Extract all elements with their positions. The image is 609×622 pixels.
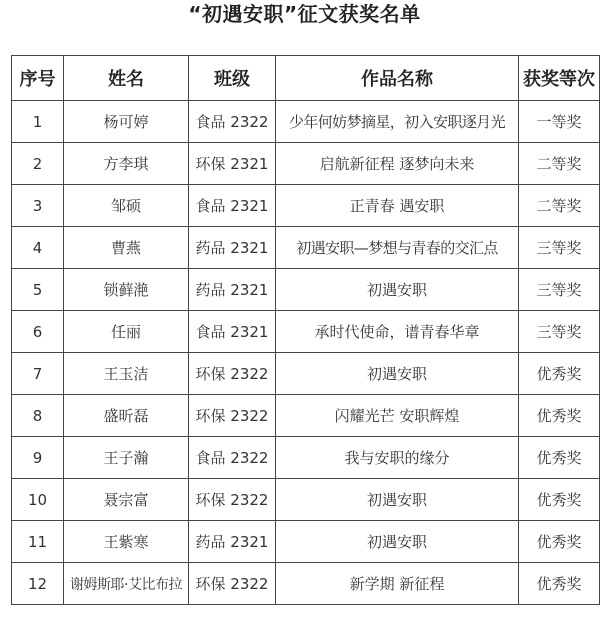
award-cell: 优秀奖 (519, 563, 600, 605)
table-row (12, 437, 600, 479)
header-award-level: 获奖等次 (519, 56, 600, 101)
award-cell: 优秀奖 (519, 521, 600, 563)
name-cell: 聂宗富 (64, 479, 189, 521)
header-name: 姓名 (64, 56, 189, 101)
award-cell: 一等奖 (519, 101, 600, 143)
work-title-cell: 初遇安职 (276, 521, 519, 563)
table-row (12, 101, 600, 143)
name-cell: 王子瀚 (64, 437, 189, 479)
class-cell: 环保 2322 (189, 479, 276, 521)
table-row (12, 395, 600, 437)
table-row (12, 227, 600, 269)
table-row (12, 479, 600, 521)
award-cell: 三等奖 (519, 269, 600, 311)
index-cell: 9 (12, 437, 64, 479)
class-cell: 环保 2322 (189, 563, 276, 605)
class-cell: 食品 2322 (189, 101, 276, 143)
page-title: “初遇安职”征文获奖名单 (188, 2, 421, 26)
name-cell: 谢姆斯耶·艾比布拉 (64, 563, 189, 605)
class-cell: 食品 2321 (189, 311, 276, 353)
work-title-cell: 我与安职的缘分 (276, 437, 519, 479)
work-title-cell: 少年何妨梦摘星，初入安职逐月光 (276, 101, 519, 143)
name-cell: 杨可婷 (64, 101, 189, 143)
index-cell: 2 (12, 143, 64, 185)
class-cell: 药品 2321 (189, 227, 276, 269)
table-row (12, 353, 600, 395)
table-row (12, 563, 600, 605)
table-header-row (12, 56, 600, 101)
name-cell: 王紫寒 (64, 521, 189, 563)
work-title-cell: 初遇安职 (276, 479, 519, 521)
work-title-cell: 初遇安职 (276, 269, 519, 311)
name-cell: 锁藓滟 (64, 269, 189, 311)
table-row (12, 311, 600, 353)
work-title-cell: 启航新征程 逐梦向未来 (276, 143, 519, 185)
name-cell: 盛昕磊 (64, 395, 189, 437)
class-cell: 食品 2321 (189, 185, 276, 227)
index-cell: 6 (12, 311, 64, 353)
header-class: 班级 (189, 56, 276, 101)
index-cell: 5 (12, 269, 64, 311)
award-cell: 优秀奖 (519, 479, 600, 521)
name-cell: 任丽 (64, 311, 189, 353)
class-cell: 药品 2321 (189, 269, 276, 311)
work-title-cell: 初遇安职 (276, 353, 519, 395)
class-cell: 食品 2322 (189, 437, 276, 479)
award-cell: 二等奖 (519, 143, 600, 185)
name-cell: 邹硕 (64, 185, 189, 227)
index-cell: 8 (12, 395, 64, 437)
award-cell: 三等奖 (519, 311, 600, 353)
header-work-title: 作品名称 (276, 56, 519, 101)
class-cell: 环保 2322 (189, 395, 276, 437)
index-cell: 7 (12, 353, 64, 395)
class-cell: 药品 2321 (189, 521, 276, 563)
index-cell: 10 (12, 479, 64, 521)
work-title-cell: 初遇安职—梦想与青春的交汇点 (276, 227, 519, 269)
class-cell: 环保 2322 (189, 353, 276, 395)
award-table (11, 55, 600, 605)
index-cell: 3 (12, 185, 64, 227)
work-title-cell: 新学期 新征程 (276, 563, 519, 605)
award-cell: 优秀奖 (519, 437, 600, 479)
work-title-cell: 正青春 遇安职 (276, 185, 519, 227)
award-cell: 优秀奖 (519, 353, 600, 395)
name-cell: 曹燕 (64, 227, 189, 269)
index-cell: 12 (12, 563, 64, 605)
table-row (12, 143, 600, 185)
index-cell: 11 (12, 521, 64, 563)
name-cell: 方李琪 (64, 143, 189, 185)
index-cell: 1 (12, 101, 64, 143)
work-title-cell: 闪耀光芒 安职辉煌 (276, 395, 519, 437)
name-cell: 王玉洁 (64, 353, 189, 395)
table-row (12, 269, 600, 311)
work-title-cell: 承时代使命，谱青春华章 (276, 311, 519, 353)
award-cell: 优秀奖 (519, 395, 600, 437)
index-cell: 4 (12, 227, 64, 269)
class-cell: 环保 2321 (189, 143, 276, 185)
header-index: 序号 (12, 56, 64, 101)
table-row (12, 521, 600, 563)
award-cell: 三等奖 (519, 227, 600, 269)
award-cell: 二等奖 (519, 185, 600, 227)
table-row (12, 185, 600, 227)
